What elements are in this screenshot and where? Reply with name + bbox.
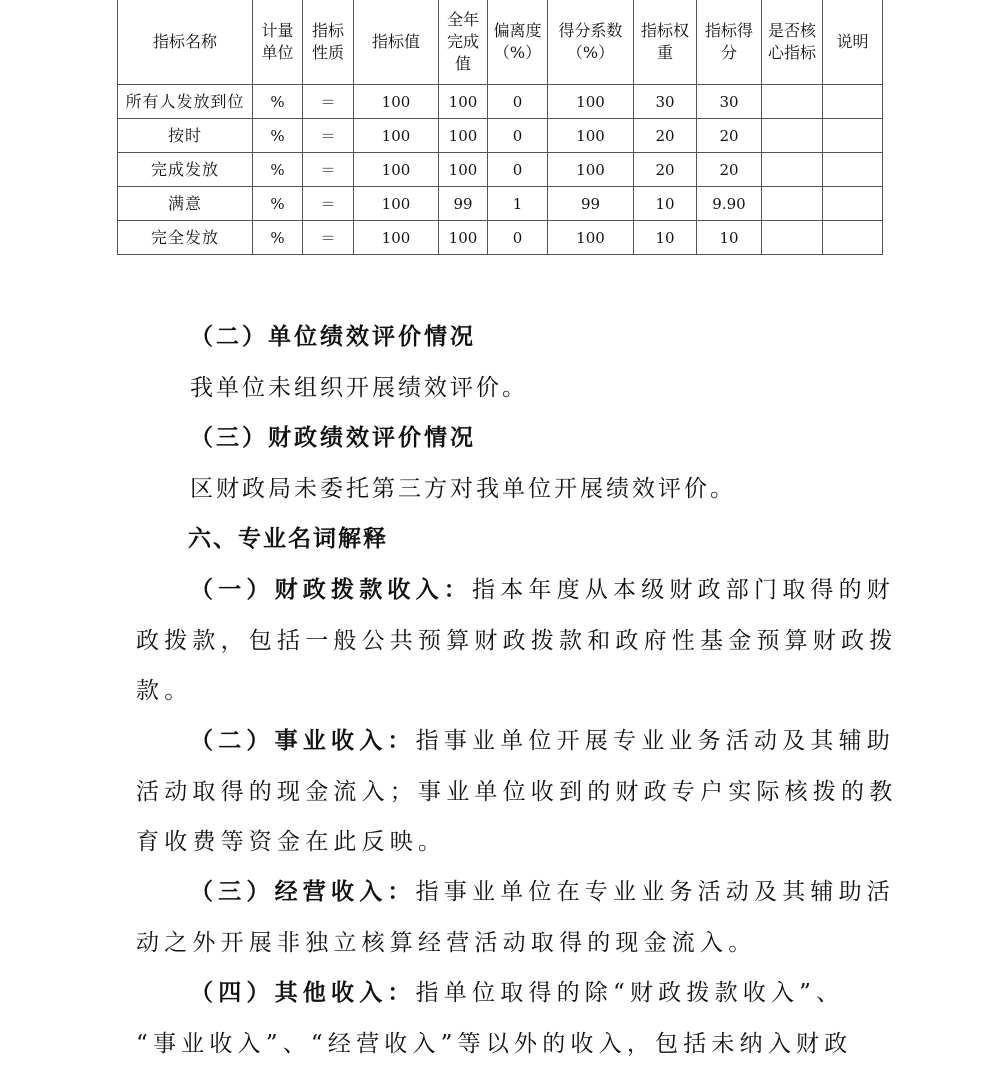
table-cell [762, 153, 823, 187]
table-cell [762, 119, 823, 153]
table-cell: 1 [488, 187, 548, 221]
indicator-name-cell: 满意 [118, 187, 253, 221]
table-cell: 100 [548, 85, 634, 119]
column-header [253, 0, 303, 85]
column-header [762, 0, 823, 85]
term-text-line: 动之外开展非独立核算经营活动取得的现金流入。 [136, 930, 757, 956]
term-text-line: 政拨款，包括一般公共预算财政拨款和政府性基金预算财政拨 [136, 628, 898, 654]
term-business-income [190, 722, 895, 755]
table-cell [823, 85, 883, 119]
table-cell: ＝ [303, 187, 354, 221]
table-cell: 100 [354, 119, 439, 153]
column-header-label: 说明 [836, 32, 869, 51]
term-other-income [190, 974, 844, 1007]
column-header [439, 0, 488, 85]
table-cell: 10 [634, 221, 697, 255]
table-cell: 20 [634, 153, 697, 187]
table-row [118, 119, 883, 153]
column-header-label: 指标 性质 [311, 21, 344, 62]
table-cell: 10 [634, 187, 697, 221]
table-cell: % [253, 221, 303, 255]
table-cell: 30 [697, 85, 762, 119]
column-header-label: 指标值 [371, 32, 420, 51]
table-cell [823, 119, 883, 153]
column-header-label: 是否核 心指标 [767, 21, 816, 62]
column-header [488, 0, 548, 85]
column-header-label: 偏离度 （%） [493, 21, 542, 62]
indicator-name-cell: 按时 [118, 119, 253, 153]
table-cell: 99 [439, 187, 488, 221]
table-body [118, 85, 883, 255]
table-cell: 100 [354, 85, 439, 119]
indicator-name-cell: 完全发放 [118, 221, 253, 255]
table-cell: ＝ [303, 221, 354, 255]
section-heading-fiscal-evaluation: （三）财政绩效评价情况 [190, 424, 476, 451]
table-cell [762, 221, 823, 255]
table-cell: 0 [488, 85, 548, 119]
section-body-unit-evaluation: 我单位未组织开展绩效评价。 [190, 375, 528, 401]
term-text: 指事业单位开展专业业务活动及其辅助 [415, 728, 896, 754]
column-header-label: 全年 完成 值 [446, 10, 479, 73]
term-label: （三）经营收入： [190, 878, 416, 905]
table-cell [823, 187, 883, 221]
indicator-name-cell: 所有人发放到位 [118, 85, 253, 119]
table-cell: 20 [634, 119, 697, 153]
column-header [354, 0, 439, 85]
table-cell: 0 [488, 119, 548, 153]
column-header [303, 0, 354, 85]
table-cell: % [253, 187, 303, 221]
table-cell [762, 187, 823, 221]
table-cell: ＝ [303, 85, 354, 119]
table-cell: 100 [354, 221, 439, 255]
table-row [118, 221, 883, 255]
section-body-fiscal-evaluation: 区财政局未委托第三方对我单位开展绩效评价。 [190, 476, 736, 502]
column-header [697, 0, 762, 85]
table-cell: 99 [548, 187, 634, 221]
term-text-line: 活动取得的现金流入；事业单位收到的财政专户实际核拨的教 [136, 779, 898, 805]
table-cell: ＝ [303, 153, 354, 187]
indicator-name-cell: 完成发放 [118, 153, 253, 187]
column-header-label: 计量 单位 [261, 21, 294, 62]
column-header-label: 指标权 重 [640, 21, 689, 62]
term-label: （一）财政拨款收入： [190, 576, 472, 603]
column-header-label: 得分系数 （%） [558, 21, 623, 62]
table-cell: 20 [697, 153, 762, 187]
column-header [634, 0, 697, 85]
term-text: 指本年度从本级财政部门取得的财 [472, 577, 895, 603]
table-cell: % [253, 119, 303, 153]
column-header-label: 指标名称 [152, 32, 217, 51]
table-header-row [118, 0, 883, 85]
table-cell: 9.90 [697, 187, 762, 221]
term-fiscal-appropriation [190, 571, 895, 604]
table-cell: 0 [488, 153, 548, 187]
table-cell: 0 [488, 221, 548, 255]
section-heading-unit-evaluation: （二）单位绩效评价情况 [190, 323, 476, 350]
term-text-line: 款。 [136, 678, 193, 704]
term-text-line: “事业收入”、“经营收入”等以外的收入，包括未纳入财政 [136, 1031, 853, 1057]
table-cell: ＝ [303, 119, 354, 153]
table-cell: 100 [439, 153, 488, 187]
term-text-line: 育收费等资金在此反映。 [136, 829, 447, 855]
term-text: 指事业单位在专业业务活动及其辅助活 [415, 879, 896, 905]
table-row [118, 153, 883, 187]
performance-indicator-table [117, 0, 883, 255]
table-cell: 100 [439, 119, 488, 153]
table-cell [823, 221, 883, 255]
table-cell: 100 [354, 187, 439, 221]
table-cell [823, 153, 883, 187]
table-cell: 100 [548, 119, 634, 153]
table-cell: 100 [439, 221, 488, 255]
term-text: 指单位取得的除“财政拨款收入”、 [415, 980, 845, 1006]
table-row [118, 85, 883, 119]
column-header-label: 指标得 分 [704, 21, 753, 62]
table-cell: 20 [697, 119, 762, 153]
table-cell: % [253, 85, 303, 119]
section-heading-glossary: 六、专业名词解释 [188, 526, 388, 552]
column-header [548, 0, 634, 85]
term-label: （二）事业收入： [190, 727, 416, 754]
table-cell: 100 [439, 85, 488, 119]
column-header [823, 0, 883, 85]
table-cell: 100 [548, 153, 634, 187]
column-header [118, 0, 253, 85]
term-label: （四）其他收入： [190, 979, 416, 1006]
table-cell [762, 85, 823, 119]
table-cell: 100 [354, 153, 439, 187]
table-cell: 10 [697, 221, 762, 255]
table-row [118, 187, 883, 221]
table-cell: % [253, 153, 303, 187]
table-cell: 30 [634, 85, 697, 119]
term-operating-income [190, 873, 895, 906]
table-cell: 100 [548, 221, 634, 255]
